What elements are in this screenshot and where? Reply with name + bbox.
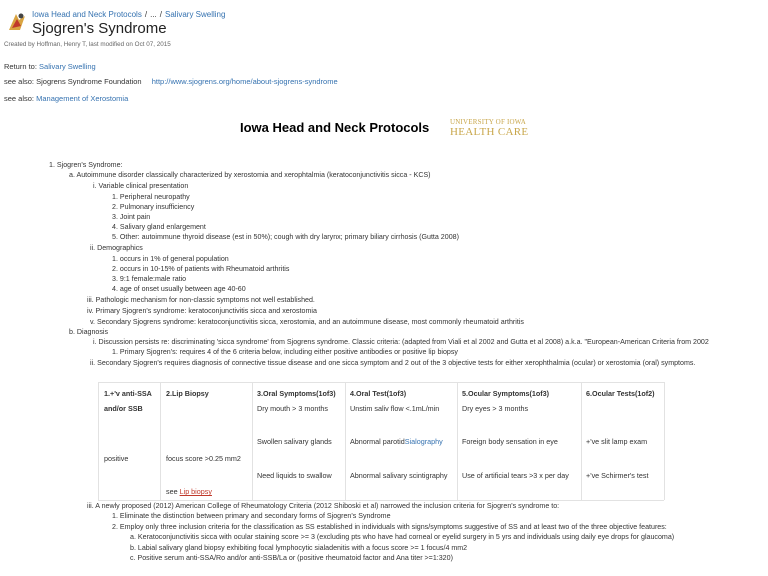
table-cell: positive (104, 454, 129, 463)
outline-item: 5. Other: autoimmune thyroid disease (est in 50%); cough with dry larynx; primary biliary cirrhosis (Gutta 2008) (112, 233, 459, 241)
table-cell: Dry mouth > 3 months (257, 404, 328, 413)
page-metadata: Created by Hoffman, Henry T, last modified on Oct 07, 2015 (4, 41, 171, 48)
see-also-label: see also: (4, 94, 35, 103)
outline-item: 2. Employ only three inclusion criteria for the classification as SS established in individuals with signs/symptoms suggestive of SS and at least two of the three objective features: (112, 523, 667, 531)
table-cell: Foreign body sensation in eye (462, 437, 558, 446)
outline-item: 3. Joint pain (112, 213, 151, 221)
table-cell: Need liquids to swallow (257, 471, 332, 480)
table-header: and/or SSB (104, 404, 143, 413)
table-cell: Abnormal salivary scintigraphy (350, 471, 448, 480)
outline-item: 1. occurs in 1% of general population (112, 255, 229, 263)
outline-item: iii. Pathologic mechanism for non-classic symptoms not well established. (87, 296, 315, 304)
return-to-link[interactable]: Salivary Swelling (39, 62, 96, 71)
outline-item: iii. A newly proposed (2012) American College of Rheumatology Criteria (2012 Shiboski et al) narrowed the inclusion criteria for Sjogren's syndrome to: (87, 502, 560, 510)
outline-item: 1. Peripheral neuropathy (112, 193, 190, 201)
table-header: 6.Ocular Tests(1of2) (586, 389, 655, 398)
table-header: 5.Ocular Symptoms(1of3) (462, 389, 550, 398)
table-cell: Swollen salivary glands (257, 437, 332, 446)
outline-item: 4. age of onset usually between age 40-60 (112, 285, 246, 293)
outline-item: c. Positive serum anti-SSA/Ro and/or anti-SSB/La or (positive rheumatoid factor and Ana titer >=1:320) (130, 554, 453, 562)
outline-item: v. Secondary Sjogrens syndrome: keratoconjunctivitis sicca, xerostomia, and an autoimmune disease, most commonly rheumatoid arthritis (90, 318, 524, 326)
breadcrumb-root-link[interactable]: Iowa Head and Neck Protocols (32, 10, 142, 19)
page-title: Sjogren's Syndrome (32, 20, 167, 37)
lip-biopsy-link[interactable]: Lip biopsy (179, 487, 212, 496)
breadcrumb-ellipsis[interactable]: ... (150, 10, 157, 19)
breadcrumb-parent-link[interactable]: Salivary Swelling (164, 10, 226, 19)
outline-item: i. Discussion persists re: discriminating 'sicca syndrome' from Sjogrens syndrome. Classic criteria: (adapted from Viali et al 2002 and Gutta et al 2008) a.k.a. "European-American Criteria from 2002 (93, 338, 709, 346)
outline-item: 1. Primary Sjogren's: requires 4 of the 6 criteria below, including either positive antibodies or positive lip biopsy (112, 348, 458, 356)
outline-item: ii. Secondary Sjogren's requires diagnosis of connective tissue disease and one sicca symptom and 2 out of the 3 objective tests for either xerophthalmia (ocular) or xerostomia (oral) symptoms. (90, 359, 696, 367)
outline-item: a. Autoimmune disorder classically characterized by xerostomia and xerophtalmia (keratoconjunctivitis sicca - KCS) (69, 171, 431, 179)
table-cell (350, 437, 443, 446)
table-header: 1.+'v anti-SSA (104, 389, 152, 398)
outline-item: b. Labial salivary gland biopsy exhibiting focal lymphocytic sialadenitis with a focus score >= 1 focus/4 mm2 (130, 544, 468, 552)
see-also-foundation (4, 77, 338, 86)
document-heading: Iowa Head and Neck Protocols (240, 120, 430, 135)
outline-item: b. Diagnosis (69, 328, 109, 336)
table-cell: Use of artificial tears >3 x per day (462, 471, 569, 480)
foundation-url-link[interactable]: http://www.sjogrens.org/home/about-sjogrens-syndrome (151, 77, 338, 86)
table-header: 4.Oral Test(1of3) (350, 389, 407, 398)
outline-item: ii. Demographics (90, 244, 143, 252)
sialography-link[interactable]: Sialography (404, 437, 443, 446)
parotid-text: Abnormal parotid (350, 437, 405, 446)
logo-line-1: UNIVERSITY OF IOWA (450, 118, 527, 126)
university-logo (450, 118, 546, 154)
space-logo-icon[interactable] (6, 10, 28, 34)
foundation-name: Sjogrens Syndrome Foundation (36, 77, 142, 86)
table-cell: Dry eyes > 3 months (462, 404, 529, 413)
table-cell: +'ve Schirmer's test (586, 471, 649, 480)
table-cell (166, 487, 212, 496)
outline-item: a. Keratoconjunctivitis sicca with ocular staining score >= 3 (excluding pts who have had corneal or eyelid surgery in 5 yrs and individuals using daily eye drops for glaucoma) (130, 533, 675, 541)
table-header: 3.Oral Symptoms(1of3) (257, 389, 336, 398)
table-cell: +'ve slit lamp exam (586, 437, 648, 446)
outline-item: 4. Salivary gland enlargement (112, 223, 206, 231)
see-text: see (166, 487, 178, 496)
table-cell: focus score >0.25 mm2 (166, 454, 241, 463)
outline-item: iv. Primary Sjogren's syndrome: keratoconjunctivitis sicca and xerostomia (87, 307, 317, 315)
return-to-label: Return to: (4, 62, 37, 71)
breadcrumb (32, 10, 228, 19)
outline-item: 3. 9:1 female:male ratio (112, 275, 187, 283)
return-to-line (4, 62, 96, 71)
outline-item: i. Variable clinical presentation (93, 182, 189, 190)
outline-item: 2. Pulmonary insufficiency (112, 203, 195, 211)
breadcrumb-separator: / (159, 10, 162, 19)
table-header: 2.Lip Biopsy (166, 389, 209, 398)
see-also-xerostomia (4, 94, 128, 103)
table-cell: Unstim saliv flow <.1mL/min (350, 404, 440, 413)
outline-item: 2. occurs in 10-15% of patients with Rheumatoid arthritis (112, 265, 290, 273)
xerostomia-link[interactable]: Management of Xerostomia (36, 94, 129, 103)
outline-item: 1. Eliminate the distinction between primary and secondary forms of Sjogren's Syndrome (112, 512, 391, 520)
outline-item: 1. Sjogren's Syndrome: (49, 161, 123, 169)
see-also-label: see also: (4, 77, 35, 86)
breadcrumb-separator: / (144, 10, 148, 19)
logo-line-2: HEALTH CARE (450, 126, 529, 138)
